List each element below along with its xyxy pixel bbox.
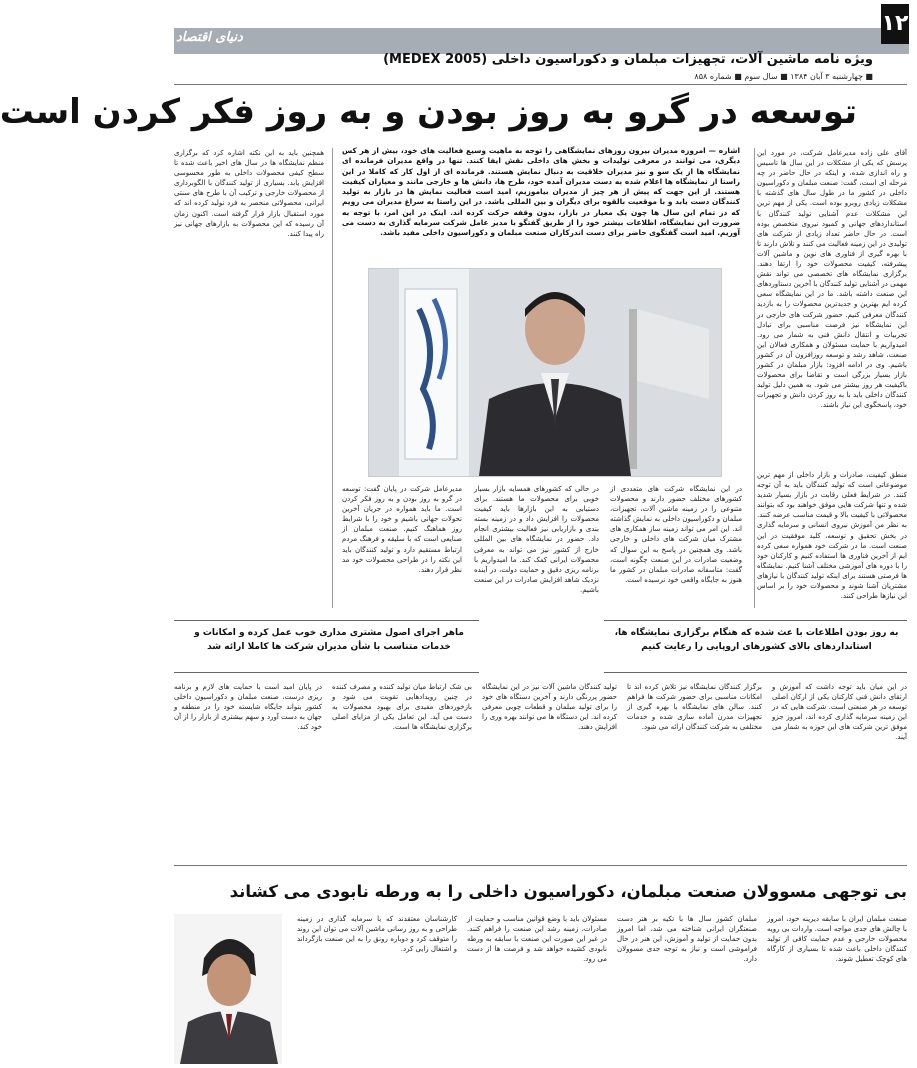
second-column-2 [617,914,757,1060]
second-column-1 [767,914,907,1060]
lead-kicker: اشاره [718,146,740,155]
body-column-left [174,148,324,608]
header-band [174,28,909,54]
issue-line: ■ چهارشنبه ۳ آبان ۱۳۸۴ ■ سال سوم ■ شماره ۸۵۸ [694,72,873,81]
body-column-mid-left [342,484,462,609]
second-article-photo [174,914,282,1064]
section-title: ویژه نامه ماشین آلات، تجهیزات مبلمان و دکوراسیون داخلی (MEDEX 2005) [383,52,873,67]
lower-column-4 [332,682,472,860]
body-column-right-text: آقای علی زاده مدیرعامل شرکت، در مورد این پرسش که یکی از مشکلات در این سال ها تاسیس و راه اندازی شده، و اینکه در حال حاضر در چه مرحله ای است، گفت: صنعت مبلمان و دکوراسیون داخلی در کشور ما در طول سال های گذشته با مشکلات زیادی روبرو بوده است. یکی از مهم ترین این مشکلات عدم آشنایی تولید کنندگان با استانداردهای جهانی و کمبود نیروی متخصص بوده است. در حال حاضر تعداد زیادی از شرکت های تولیدی در این زمینه فعالیت می کنند و تلاش دارند تا با بهره گیری از فناوری های نوین و ماشین آلات پیشرفته، کیفیت محصولات خود را ارتقا دهند. برگزاری نمایشگاه های تخصصی می تواند نقش مهمی در آشنایی تولید کنندگان با آخرین دستاوردهای این صنعت داشته باشد. ما در این نمایشگاه سعی کرده ایم بهترین و جدیدترین محصولات را به بازدید کنندگان معرفی کنیم. حضور شرکت های خارجی در این نمایشگاه نیز فرصت مناسبی برای تبادل تجربیات و انتقال دانش فنی به شمار می رود. امیدواریم با حمایت مسئولان و همکاری فعالان این صنعت، شاهد رشد و توسعه روزافزون آن در کشور باشیم. وی در ادامه افزود: بازار مبلمان در کشور بازار بسیار بزرگی است و تقاضا برای محصولات باکیفیت هر روز بیشتر می شود. به همین دلیل تولید کنندگان داخلی باید با به روز کردن دانش و تجهیزات خود، پاسخگوی این نیاز باشند. [757,149,907,410]
pullquote-right: به روز بودن اطلاعات با عث شده که هنگام برگزاری نمایشگاه ها، استانداردهای بالای کشورهای اروپایی را رعایت کنیم [614,628,899,652]
article-lead: اشاره — امروزه مدیران بیرون روزهای نمایشگاهی را توجه به ماهیت وسیع فعالیت های خود، بیش از هر کس دیگری، می توانند در معرفی تولیدات و بخش های داخلی نقش ایفا کنند. تنها در واقع مدیران فرمانده ای نمایشگاه ها از یک سو و نیز مدیران خلاقیت به دنبال نمایش هستند. فرمانده ای از اول کار که کاملا در این راستا از نمایشگاه ها اعلام شده به دست مدیران آمده خود، طرح ها، دانش ها و خارجی مانند و معیاران کیفیت هستند. از این جهت که پیش از هر چیز از مدیران بیاموزیم، امید است فعالیت نمایش ها در بازار به تولید کنندگان دست یابد و با موقعیت بالقوه برای دیگران و بین المللی باشد. در این راستا به سراغ مدیران می رویم که در تمام این سال ها چون یک معیار در بازار، بدون وقفه حرکت کرده اند. اینک در این امر، با توجه به ضرورت این نمایشگاه، اطلاعات بیشتر خود را از طریق گفتگو با مدیر عامل شرکت سرمایه گذاری به دست می آوریم. امید است گفتگوی حاضر برای دست اندرکاران صنعت مبلمان و دکوراسیون داخلی مفید باشد. [342,146,740,238]
second-column-4-text: کارشناسان معتقدند که با سرمایه گذاری در زمینه طراحی و به روز رسانی ماشین آلات می توان این روند را متوقف کرد و دوباره رونق را به این صنعت بازگرداند و اشتغال زایی کرد. [297,915,457,954]
body-column-mid-right [610,484,742,609]
body-column-right-2-text: منطق کیفیت، صادرات و بازار داخلی از مهم ترین موضوعاتی است که تولید کنندگان باید به آن توجه کنند. در شرایط فعلی رقابت در بازار بسیار شدید شده و تنها شرکت هایی موفق خواهند بود که بتوانند محصولاتی با کیفیت بالا و قیمت مناسب عرضه کنند. به نظر من آموزش نیروی انسانی و سرمایه گذاری در بخش تحقیق و توسعه، کلید موفقیت در این صنعت است. ما در شرکت خود همواره سعی کرده ایم از آخرین فناوری ها استفاده کنیم و کارکنان خود را با دوره های آموزشی مختلف آشنا کنیم. نمایشگاه ها فرصتی هستند برای اینکه تولید کنندگان با نیازهای مشتریان آشنا شوند و محصولات خود را بر اساس این نیازها طراحی کنند. [757,471,907,601]
header-divider [174,84,907,85]
pullquote-rule [174,672,479,673]
second-column-1-text: صنعت مبلمان ایران با سابقه دیرینه خود، امروز با چالش های جدی مواجه است. واردات بی رویه محصولات خارجی و عدم حمایت کافی از تولید کنندگان داخلی باعث شده تا بسیاری از کارگاه های کوچک تعطیل شوند. [767,915,907,964]
pullquote-left: ماهر اجرای اصول مشتری مداری خوب عمل کرده و امکانات و خدمات متناسب با شأن مدیران شرکت ها کاملا ارائه شد [194,628,464,652]
body-column-mid-text: در حالی که کشورهای همسایه بازار بسیار خوبی برای محصولات ما هستند. برای دستیابی به این بازارها باید کیفیت محصولات را افزایش داد و در زمینه بسته بندی و بازاریابی نیز فعالیت بیشتری انجام داد. حضور در نمایشگاه های بین المللی خارج از کشور نیز می تواند به معرفی محصولات ایرانی کمک کند. ما امیدواریم با برنامه ریزی دقیق و حمایت دولت، در آینده نزدیک شاهد افزایش صادرات در این صنعت باشیم. [474,485,599,594]
lower-column-2 [627,682,762,860]
lower-column-3 [482,682,617,860]
lower-column-3-text: تولید کنندگان ماشین آلات نیز در این نمایشگاه حضور پررنگی دارند و آخرین دستگاه های خود را برای تولید مبلمان و قطعات چوبی معرفی کرده اند. این دستگاه ها می توانند بهره وری را افزایش دهند. [482,683,617,732]
portrait-illustration [369,269,721,476]
lower-column-1 [772,682,907,860]
second-column-3-text: مسئولان باید با وضع قوانین مناسب و حمایت از صادرات، زمینه رشد این صنعت را فراهم کنند. در غیر این صورت این صنعت با سابقه به ورطه نابودی کشیده خواهد شد و فرصت ها از دست می رود. [467,915,607,964]
newspaper-logo: دنیای اقتصاد [176,30,243,45]
body-column-mid-left-text: مدیرعامل شرکت در پایان گفت: توسعه در گرو به روز بودن و به روز فکر کردن است. ما باید همواره در جریان آخرین تحولات جهانی باشیم و خود را با شرایط روز هماهنگ کنیم. صنعت مبلمان از صنایعی است که با سلیقه و فرهنگ مردم ارتباط مستقیم دارد و تولید کنندگان باید این نکته را در طراحی محصولات خود مد نظر قرار دهند. [342,485,462,574]
second-column-3 [467,914,607,1060]
lower-column-1-text: در این میان باید توجه داشت که آموزش و ارتقای دانش فنی کارکنان یکی از ارکان اصلی توسعه در هر صنعتی است. شرکت هایی که در این زمینه سرمایه گذاری کرده اند، امروز جزو موفق ترین شرکت های این حوزه به شمار می آیند. [772,683,907,742]
body-column-right-2 [757,470,907,610]
pullquote-rule [604,672,907,673]
body-column-mid-right-text: در این نمایشگاه شرکت های متعددی از کشورهای مختلف حضور دارند و محصولات متنوعی را در زمینه ماشین آلات، تجهیزات، مبلمان و دکوراسیون داخلی به نمایش گذاشته اند. این امر می تواند زمینه ساز همکاری های مشترک میان شرکت های داخلی و خارجی باشد. وی همچنین در پاسخ به این سوال که وضعیت صادرات در این صنعت چگونه است، گفت: متاسفانه صادرات مبلمان در کشور ما هنوز به جایگاه واقعی خود نرسیده است. [610,485,742,584]
column-rule [754,148,755,608]
pullquote-rule [604,620,907,621]
lower-column-5-text: در پایان امید است با حمایت های لازم و برنامه ریزی درست، صنعت مبلمان و دکوراسیون داخلی کشور بتواند جایگاه شایسته خود را در منطقه و جهان به دست آورد و سهم بیشتری از بازار را از آن خود کند. [174,683,322,732]
article-headline: توسعه در گرو به روز بودن و به روز فکر کردن است [0,92,857,132]
pullquote-rule [174,620,479,621]
bottom-divider [174,865,907,866]
second-column-2-text: مبلمان کشور سال ها با تکیه بر هنر دست صنعتگران ایرانی شناخته می شد، اما امروز بدون حمایت از تولید و آموزش، این هنر در حال فراموشی است و نیاز به توجه جدی مسوولان دارد. [617,915,757,964]
spacer [730,268,750,269]
page-number: ۱۲ [881,4,909,44]
second-column-4 [297,914,457,1060]
lower-column-4-text: بی شک ارتباط میان تولید کننده و مصرف کننده در چنین رویدادهایی تقویت می شود و بازخوردهای مفیدی برای بهبود محصولات به دست می آید. این تعامل یکی از مزایای اصلی برگزاری نمایشگاه ها است. [332,683,472,732]
lead-text: امروزه مدیران بیرون روزهای نمایشگاهی را توجه به ماهیت وسیع فعالیت های خود، بیش از هر کس دیگری، می توانند در معرفی تولیدات و بخش های داخلی نقش ایفا کنند. تنها در واقع مدیران فرمانده ای نمایشگاه ها از یک سو و نیز مدیران خلاقیت به دنبال نمایش هستند. فرمانده ای از اول کار که کاملا در این راستا از نمایشگاه ها اعلام شده به دست مدیران آمده خود، طرح ها، دانش ها و خارجی مانند و معیاران کیفیت هستند. از این جهت که پیش از هر چیز از مدیران بیاموزیم، امید است فعالیت نمایش ها در بازار به تولید کنندگان دست یابد و با موقعیت بالقوه برای دیگران و بین المللی باشد. در این راستا به سراغ مدیران می رویم که در تمام این سال ها چون یک معیار در بازار، بدون وقفه حرکت کرده اند. اینک در این امر، با توجه به ضرورت این نمایشگاه، اطلاعات بیشتر خود را از طریق گفتگو با مدیر عامل شرکت سرمایه گذاری به دست می آوریم. امید است گفتگوی حاضر برای دست اندرکاران صنعت مبلمان و دکوراسیون داخلی مفید باشد. [342,146,740,238]
body-column-left-text: همچنین باید به این نکته اشاره کرد که برگزاری منظم نمایشگاه ها در سال های اخیر باعث شده تا سطح کیفی محصولات داخلی به طور محسوسی افزایش یابد. بسیاری از تولید کنندگان با الگوبرداری از محصولات خارجی و ترکیب آن با طرح های سنتی ایرانی، محصولاتی منحصر به فرد تولید کرده اند که مورد استقبال بازار قرار گرفته است. اکنون زمان آن رسیده که این محصولات به بازارهای جهانی نیز راه پیدا کنند. [174,149,324,238]
second-headline: بی توجهی مسوولان صنعت مبلمان، دکوراسیون داخلی را به ورطه نابودی می کشاند [229,882,907,901]
body-column-mid [474,484,599,609]
lower-column-2-text: برگزار کنندگان نمایشگاه نیز تلاش کرده اند تا امکانات مناسبی برای حضور شرکت ها فراهم کنند. سالن های نمایشگاه با بهره گیری از تجهیزات مدرن آماده سازی شده و خدمات مختلفی به شرکت کنندگان ارائه می شود. [627,683,762,732]
lower-column-5 [174,682,322,860]
column-rule [332,148,333,608]
portrait-illustration [174,914,282,1064]
interview-photo [368,268,722,477]
